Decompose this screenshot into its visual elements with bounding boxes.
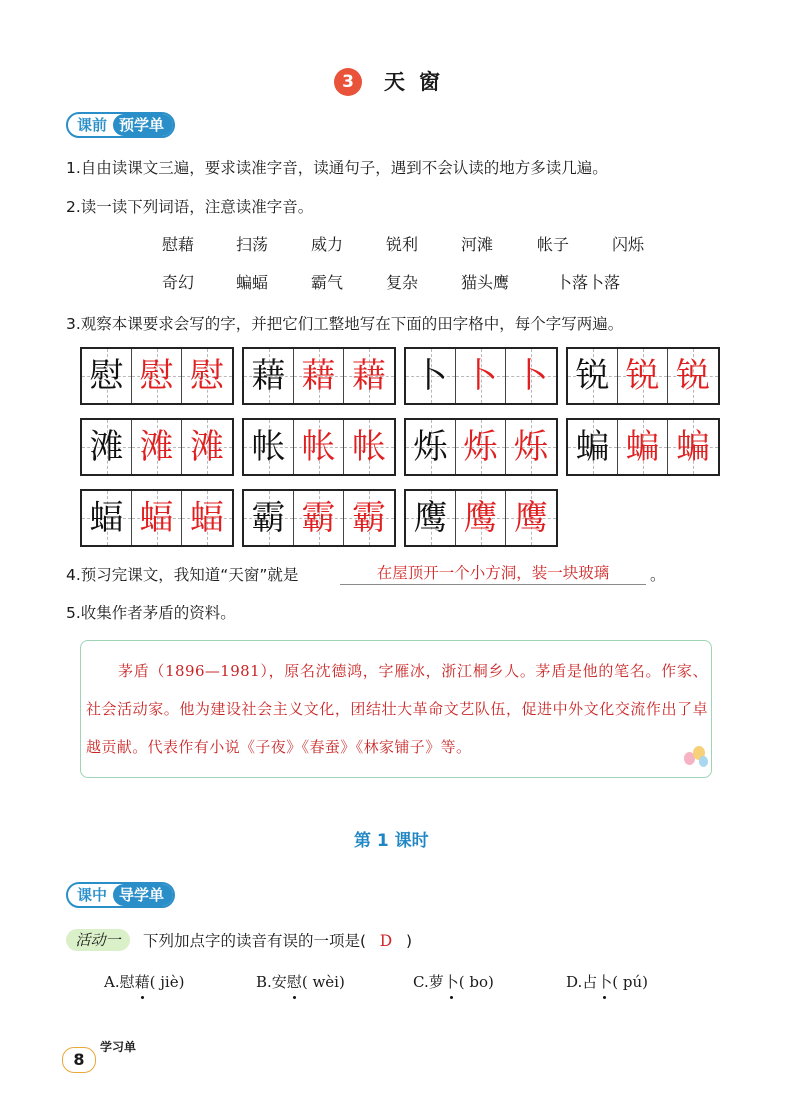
- author-bio: 茅盾（1896—1981），原名沈德鸿，字雁冰，浙江桐乡人。茅盾是他的笔名。作家、社会活动家。他为建设社会主义文化，团结壮大革命文艺队伍，促进中外文化交流作出了卓越贡献。代表作有小说《子夜》《春蚕》《林家铺子》等。: [86, 662, 708, 756]
- grid-cell-written: 滩: [182, 420, 232, 474]
- grid-cell-model: 滩: [82, 420, 132, 474]
- word-item: 扫荡: [236, 235, 269, 254]
- word-item: 卜落卜落: [556, 273, 621, 292]
- lesson-period-heading: 第 1 课时: [354, 831, 429, 851]
- writing-grid: [242, 489, 396, 547]
- option-d: D.占卜( pú): [566, 973, 649, 991]
- grid-cell-model: 霸: [244, 491, 294, 545]
- grid-cell-model: 蝙: [568, 420, 618, 474]
- grid-cell-written: 滩: [132, 420, 182, 474]
- grid-cell-written: 藉: [344, 349, 394, 403]
- grid-cell-model: 藉: [244, 349, 294, 403]
- question-4: [66, 563, 298, 585]
- footer-label: 学习单: [100, 1040, 137, 1054]
- grid-cell-written: 慰: [132, 349, 182, 403]
- activity-question: [143, 929, 412, 951]
- grid-cell-written: 鹰: [456, 491, 506, 545]
- grid-cell-written: 蝙: [618, 420, 668, 474]
- question-4-suffix: 。: [650, 566, 666, 584]
- question-5: 5.收集作者茅盾的资料。: [66, 604, 236, 622]
- grid-cell-written: 霸: [294, 491, 344, 545]
- writing-grid: [242, 347, 396, 405]
- writing-grid: [242, 418, 396, 476]
- inclass-pill: [66, 882, 175, 908]
- grid-cell-written: 卜: [506, 349, 556, 403]
- grid-cell-model: 慰: [82, 349, 132, 403]
- writing-grid: [566, 418, 720, 476]
- preclass-pill: [66, 112, 175, 138]
- preclass-pill-sublabel: 预学单: [113, 114, 173, 136]
- writing-grid: [80, 418, 234, 476]
- preclass-pill-label: 课前: [77, 116, 108, 134]
- balloons-icon: [684, 746, 710, 776]
- word-item: 闪烁: [612, 235, 645, 254]
- word-item: 猫头鹰: [461, 273, 510, 292]
- grid-cell-written: 蝙: [668, 420, 718, 474]
- writing-grid: [566, 347, 720, 405]
- word-item: 帐子: [537, 235, 570, 254]
- question-2: 2.读一读下列词语，注意读准字音。: [66, 198, 314, 216]
- inclass-pill-sublabel: 导学单: [113, 884, 173, 906]
- grid-cell-written: 帐: [294, 420, 344, 474]
- grid-cell-written: 烁: [506, 420, 556, 474]
- word-item: 蝙蝠: [236, 273, 269, 292]
- grid-cell-written: 帐: [344, 420, 394, 474]
- option-c: C.萝卜( bo): [413, 973, 494, 991]
- writing-grid: [404, 347, 558, 405]
- grid-cell-written: 锐: [618, 349, 668, 403]
- inclass-pill-label: 课中: [77, 886, 108, 904]
- activity-tag: 活动一: [66, 929, 130, 951]
- activity-question-close: ): [405, 932, 412, 950]
- writing-grid: [404, 489, 558, 547]
- grid-cell-written: 霸: [344, 491, 394, 545]
- question-3: 3.观察本课要求会写的字，并把它们工整地写在下面的田字格中，每个字写两遍。: [66, 315, 624, 333]
- word-item: 奇幻: [162, 273, 195, 292]
- page-number: 8: [62, 1047, 96, 1073]
- grid-cell-model: 锐: [568, 349, 618, 403]
- activity-answer: D: [379, 932, 393, 950]
- grid-cell-model: 烁: [406, 420, 456, 474]
- word-item: 锐利: [386, 235, 419, 254]
- grid-cell-written: 锐: [668, 349, 718, 403]
- word-item: 霸气: [311, 273, 344, 292]
- question-4-prefix: 4.预习完课文，我知道“天窗”就是: [66, 566, 299, 584]
- grid-cell-written: 蝠: [132, 491, 182, 545]
- lesson-number-badge: 3: [334, 68, 362, 96]
- grid-cell-written: 藉: [294, 349, 344, 403]
- grid-cell-written: 卜: [456, 349, 506, 403]
- option-a: A.慰藉( jiè): [104, 973, 185, 991]
- option-b: B.安慰( wèi): [256, 973, 345, 991]
- grid-cell-written: 慰: [182, 349, 232, 403]
- activity-question-text: 下列加点字的读音有误的一项是(: [143, 932, 367, 950]
- question-4-answer: 在屋顶开一个小方洞，装一块玻璃: [340, 561, 646, 585]
- page-title: 天窗: [384, 70, 454, 94]
- word-item: 威力: [311, 235, 344, 254]
- grid-cell-written: 烁: [456, 420, 506, 474]
- word-item: 河滩: [461, 235, 494, 254]
- grid-cell-written: 蝠: [182, 491, 232, 545]
- writing-grid: [80, 489, 234, 547]
- question-1: 1.自由读课文三遍，要求读准字音，读通句子，遇到不会认读的地方多读几遍。: [66, 159, 608, 177]
- grid-cell-model: 帐: [244, 420, 294, 474]
- grid-cell-model: 卜: [406, 349, 456, 403]
- grid-cell-model: 鹰: [406, 491, 456, 545]
- grid-cell-written: 鹰: [506, 491, 556, 545]
- word-item: 慰藉: [162, 235, 195, 254]
- writing-grid: [404, 418, 558, 476]
- grid-cell-model: 蝠: [82, 491, 132, 545]
- word-item: 复杂: [386, 273, 419, 292]
- writing-grid: [80, 347, 234, 405]
